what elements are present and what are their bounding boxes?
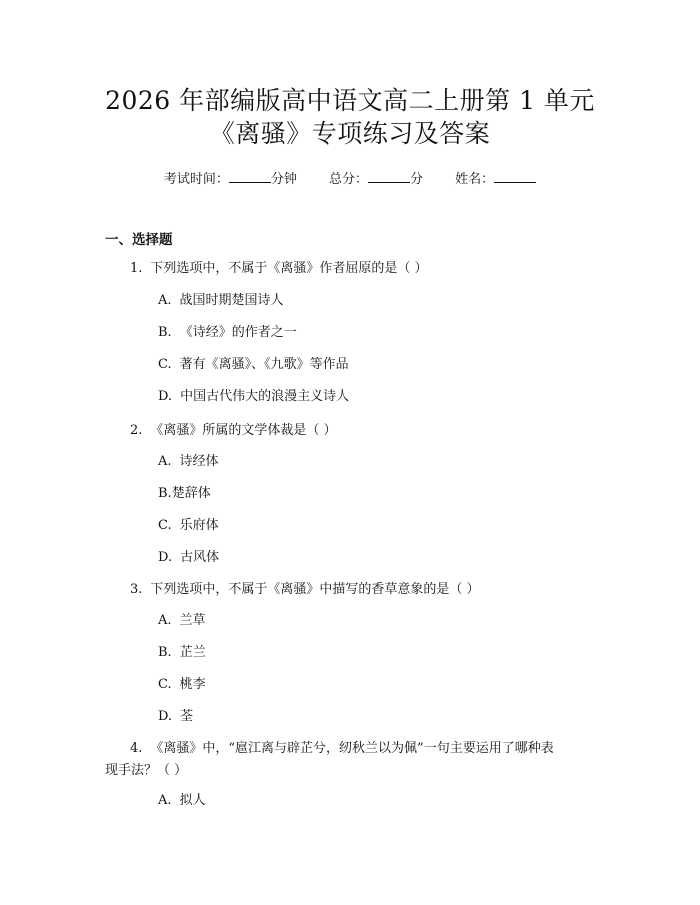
exam-score-unit: 分 — [410, 172, 424, 187]
exam-time-label: 考试时间： — [163, 172, 229, 187]
option-1a — [158, 292, 284, 310]
exam-time — [164, 170, 297, 189]
option-2d — [158, 549, 219, 567]
option-label: C. — [158, 677, 172, 692]
question-number: 4. — [130, 741, 143, 756]
question-text-continued: 现手法？（ ） — [105, 763, 188, 778]
exam-score-blank — [368, 170, 410, 183]
exam-meta — [0, 170, 700, 189]
option-text: 著有《离骚》、《九歌》等作品 — [179, 357, 349, 372]
option-3b — [158, 644, 206, 662]
option-label: A. — [158, 613, 172, 628]
option-label: B. — [158, 645, 172, 660]
exam-name-blank — [494, 170, 536, 183]
option-label: C. — [158, 518, 172, 533]
option-label: A. — [158, 293, 172, 308]
option-2c — [158, 517, 219, 535]
option-text: 乐府体 — [179, 518, 219, 533]
option-label: C. — [158, 357, 172, 372]
question-2 — [130, 420, 600, 442]
option-2b — [158, 485, 211, 503]
exam-time-blank — [229, 170, 271, 183]
exam-time-unit: 分钟 — [270, 172, 297, 187]
question-1 — [130, 258, 600, 280]
question-text: 《离骚》所属的文学体裁是（ ） — [150, 423, 337, 438]
option-text: 荃 — [180, 709, 194, 724]
option-label: A. — [158, 793, 172, 808]
option-text: 桃李 — [179, 677, 206, 692]
option-label: A. — [158, 454, 172, 469]
document-title-line-2: 《离骚》专项练习及答案 — [209, 119, 491, 148]
option-1c — [158, 356, 349, 374]
option-label: D. — [158, 709, 173, 724]
question-number: 1. — [130, 261, 143, 276]
option-text: 拟人 — [179, 793, 206, 808]
option-3c — [158, 676, 206, 694]
option-1d — [158, 388, 349, 406]
exam-name — [455, 170, 536, 189]
option-1b — [158, 324, 297, 342]
option-text: 古风体 — [180, 550, 220, 565]
option-text: 诗经体 — [179, 454, 219, 469]
option-text: 中国古代伟大的浪漫主义诗人 — [180, 389, 350, 404]
option-text: 芷兰 — [179, 645, 206, 660]
question-text: 下列选项中，不属于《离骚》作者屈原的是（ ） — [150, 261, 428, 276]
option-label: B. — [158, 486, 172, 501]
option-text: 楚辞体 — [171, 486, 211, 501]
option-text: 兰草 — [179, 613, 206, 628]
question-3 — [130, 579, 600, 601]
question-4 — [105, 738, 600, 782]
exam-score-label: 总分： — [328, 172, 368, 187]
option-4a — [158, 792, 206, 810]
question-text: 《离骚》中，“扈江离与辟芷兮，纫秋兰以为佩”一句主要运用了哪种表 — [150, 741, 554, 756]
option-label: B. — [158, 325, 172, 340]
question-number: 3. — [130, 582, 143, 597]
question-text: 下列选项中，不属于《离骚》中描写的香草意象的是（ ） — [150, 582, 480, 597]
document-title-line-1: 2026 年部编版高中语文高二上册第 1 单元 — [105, 86, 595, 115]
exam-name-label: 姓名： — [455, 172, 495, 187]
exam-score — [329, 170, 423, 189]
option-label: D. — [158, 550, 173, 565]
option-text: 战国时期楚国诗人 — [179, 293, 284, 308]
option-3a — [158, 612, 206, 630]
section-heading: 一、选择题 — [105, 232, 173, 248]
option-3d — [158, 708, 193, 726]
question-number: 2. — [130, 423, 143, 438]
option-label: D. — [158, 389, 173, 404]
option-2a — [158, 453, 219, 471]
option-text: 《诗经》的作者之一 — [179, 325, 297, 340]
